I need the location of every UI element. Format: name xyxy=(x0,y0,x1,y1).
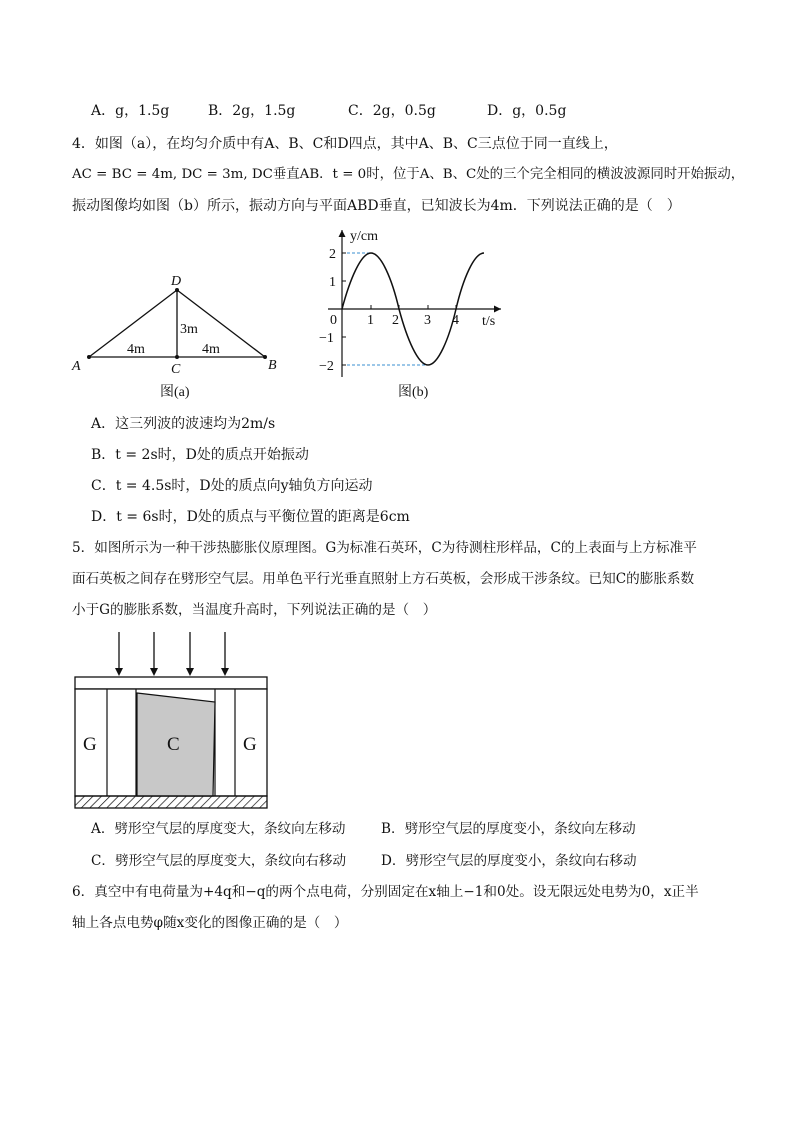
q5-figure xyxy=(70,632,275,814)
q4-stem-line2: AC = BC = 4m, DC = 3m, DC垂直AB．t = 0时，位于A、B、C处的三个完全相同的横波波源同时开始振动， xyxy=(72,167,745,182)
q5-stem-line1: 5．如图所示为一种干涉热膨胀仪原理图。G为标准石英环，C为待测柱形样品，C的上表面与上方标准平 xyxy=(72,540,697,556)
q3-option-d[interactable]: D．g，0.5g xyxy=(487,103,567,119)
arrow-head-3 xyxy=(186,668,194,676)
point-C xyxy=(175,355,179,359)
x-tick-label-4: 4 xyxy=(452,313,459,328)
arrow-head-1 xyxy=(115,668,123,676)
q6-stem-line1: 6．真空中有电荷量为+4q和−q的两个点电荷，分别固定在x轴上−1和0处。设无限远处电势为0，x正半 xyxy=(72,884,699,900)
q4-option-a[interactable]: A．这三列波的波速均为2m/s xyxy=(91,416,276,432)
x-tick-label-2: 2 xyxy=(392,313,399,328)
caption-fig-b: 图(b) xyxy=(398,385,429,400)
q4-figure-b xyxy=(314,222,514,407)
label-C: C xyxy=(171,362,181,377)
y-tick-label-neg2: −2 xyxy=(319,359,334,374)
q4-option-c[interactable]: C．t = 4.5s时，D处的质点向y轴负方向运动 xyxy=(91,478,373,494)
label-B: B xyxy=(268,358,277,373)
point-A xyxy=(87,355,91,359)
length-AC: 4m xyxy=(127,342,145,357)
q5-option-b[interactable]: B．劈形空气层的厚度变小，条纹向左移动 xyxy=(381,821,636,837)
q4-option-d[interactable]: D．t = 6s时，D处的质点与平衡位置的距离是6cm xyxy=(91,509,410,525)
base xyxy=(75,796,267,808)
q4-stem-line3: 振动图像均如图（b）所示，振动方向与平面ABD垂直，已知波长为4m．下列说法正确的是（ ） xyxy=(72,198,681,214)
q4-figure-a xyxy=(64,265,294,405)
quartz-plate xyxy=(75,677,267,689)
q3-option-c[interactable]: C．2g，0.5g xyxy=(348,103,436,119)
q5-option-d[interactable]: D．劈形空气层的厚度变小，条纹向右移动 xyxy=(381,853,637,869)
x-tick-label-3: 3 xyxy=(424,313,431,328)
length-DC: 3m xyxy=(180,322,198,337)
q3-option-b[interactable]: B．2g，1.5g xyxy=(208,103,296,119)
y-tick-label-2: 2 xyxy=(329,247,336,262)
q5-stem-line2: 面石英板之间存在劈形空气层。用单色平行光垂直照射上方石英板，会形成干涉条纹。已知C的膨胀系数 xyxy=(72,571,695,587)
y-tick-label-1: 1 xyxy=(329,275,336,290)
label-A: A xyxy=(72,359,81,374)
label-c: C xyxy=(167,734,180,755)
q5-stem-line3: 小于G的膨胀系数，当温度升高时，下列说法正确的是（ ） xyxy=(72,602,437,618)
q4-option-b[interactable]: B．t = 2s时，D处的质点开始振动 xyxy=(91,447,309,463)
length-CB: 4m xyxy=(202,342,220,357)
label-g-right: G xyxy=(243,734,257,755)
q5-option-a[interactable]: A．劈形空气层的厚度变大，条纹向左移动 xyxy=(91,821,346,837)
caption-fig-a: 图(a) xyxy=(160,385,190,400)
q5-option-c[interactable]: C．劈形空气层的厚度变大，条纹向右移动 xyxy=(91,853,347,869)
label-g-left: G xyxy=(83,734,97,755)
x-axis-label: t/s xyxy=(482,314,496,329)
y-axis-label: y/cm xyxy=(350,229,378,244)
label-D: D xyxy=(171,274,182,289)
arrow-head-4 xyxy=(221,668,229,676)
origin-label: 0 xyxy=(330,313,337,328)
arrow-head-2 xyxy=(150,668,158,676)
q6-stem-line2: 轴上各点电势φ随x变化的图像正确的是（ ） xyxy=(72,915,348,931)
x-tick-label-1: 1 xyxy=(367,313,374,328)
q3-option-a[interactable]: A．g，1.5g xyxy=(91,103,170,119)
q4-stem-line1: 4．如图（a），在均匀介质中有A、B、C和D四点，其中A、B、C三点位于同一直线上， xyxy=(72,136,618,152)
y-tick-label-neg1: −1 xyxy=(319,331,334,346)
point-B xyxy=(263,355,267,359)
